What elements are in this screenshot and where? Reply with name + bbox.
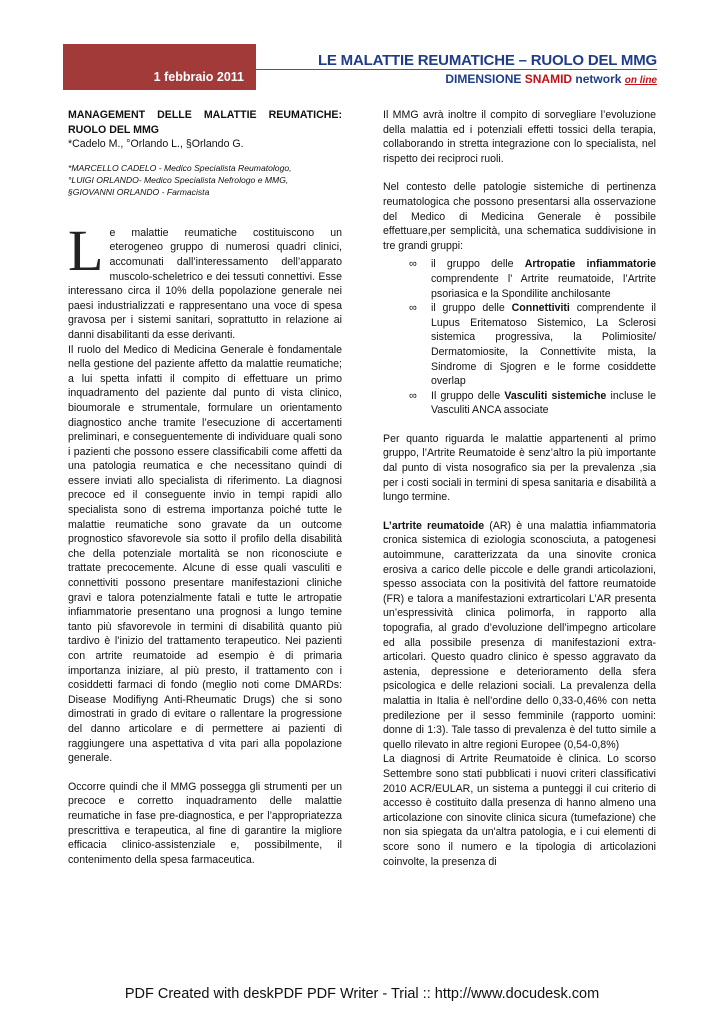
- subtitle-brand: SNAMID: [524, 72, 573, 86]
- document-subtitle: [445, 72, 657, 86]
- ar-term: L’artrite reumatoide: [383, 519, 485, 532]
- disease-groups-list: [383, 257, 656, 418]
- diagnosis-paragraph: La diagnosi di Artrite Reumatoide è clinica. Lo scorso Settembre sono stati pubblicati i nuovi criteri classificativi 2010 ACR/EULAR, un sistema a punteggi il cui criterio di accesso è costituito dalla presenza di hanno almeno una articolazione con sinovite clinica sicura (tumefazione) che non sia spiegata da un'altra patologia, e i cui elementi di score sono il numero e la tipologia di articolazioni coinvolte, la presenza di: [383, 753, 656, 868]
- tools-paragraph: Occorre quindi che il MMG possegga gli strumenti per un precoce e corretto inquadramento delle malattie reumatiche in fase pre-diagnostica, e per l’appropriatezza prescrittiva e terapeutica, al fine di garantire la migliore efficacia clinico-assistenziale e, possibilmente, il contenimento della spesa farmaceutica.: [68, 780, 342, 866]
- subtitle-network: network: [572, 72, 625, 86]
- right-column: [383, 108, 656, 869]
- date-banner: [63, 44, 256, 90]
- infinity-bullet-icon: ∞: [409, 258, 417, 271]
- intro-paragraph: [68, 217, 342, 343]
- publication-date: 1 febbraio 2011: [153, 70, 244, 84]
- infinity-bullet-icon: ∞: [409, 389, 417, 402]
- article-heading: MANAGEMENT DELLE MALATTIE REUMATICHE: RUOLO DEL MMG: [68, 109, 342, 136]
- context-paragraph: Nel contesto delle patologie sistemiche di pertinenza reumatologica che possono presentarsi alla osservazione del Medico di Medicina Generale è possibile effettuare,per semplicità, una schematica suddivisione in tre grandi gruppi:: [383, 181, 656, 252]
- first-group-paragraph: Per quanto riguarda le malattie appartenenti al primo gruppo, l’Artrite Reumatoide è senz’altro la più importante dal punto di vista nosografico sia per la prevalenza ,sia per i costi sociali in termini di spesa sanitaria e disabilità a lungo termine.: [383, 432, 656, 504]
- surveillance-paragraph: Il MMG avrà inoltre il compito di sorvegliare l’evoluzione della malattia ed i potenziali effetti tossici della terapia, collaborando in stretta integrazione con lo specialista, nel rispetto dei reciproci ruoli.: [383, 109, 656, 165]
- role-paragraph: Il ruolo del Medico di Medicina Generale è fondamentale nella gestione del paziente affetto da malattie reumatiche; a lui spetta infatti il compito di effettuare un primo inquadramento del paziente dal punto di vista clinico, bioumorale e strumentale, formulare un orientamento diagnostico anche tramite l’esecuzione di accertamenti preliminari, e conseguentemente di individuare quali sono i pazienti che possono essere classificabili come affetti da una patologia reumatica e che necessitano quindi di essere inviati allo specialista di riferimento. La diagnosi precoce ed il conseguente invio in tempi rapidi allo specialista sono di estrema importanza poiché tutte le malattie reumatiche sono gravate da un outcome prognostico sfavorevole sia sotto il profilo della disabilità che della potenziale mortalità se non riconosciute e trattate precocemente. Alcune di esse quali vasculiti e connettiviti possono presentare manifestazioni cliniche gravi e talora potenzialmente fatali e tutte le artropatie infiammatorie presentano una prognosi a lungo temine tanto più sfavorevole in termini di disabilità quanto più tardivo è l’inizio del trattamento terapeutico. Nei pazienti con artrite reumatoide ad esempio è di primaria importanza iniziare, al più presto, il trattamento con i cosiddetti farmaci di fondo (meglio noti come DMARDs: Disease Modifiyng Anti-Rheumatic Drugs) che si sono dimostrati in grado di evitare o rallentare la progressione del danno articolare e di permettere ai pazienti di raggiungere una aspettativa d vita pari alla popolazione generale.: [68, 343, 342, 765]
- ar-paragraph: [383, 519, 656, 753]
- drop-cap: L: [68, 217, 104, 283]
- online-link[interactable]: on line: [624, 75, 657, 86]
- list-item: ∞ il gruppo delle Connettiviti comprendente il Lupus Eritematoso Sistemico, La Sclerosi sistemica progressiva, la Polimiosite/ Dermatomiosite, la Connettivite mista, la Sindrome di Sjogren e le forme cosiddette overlap: [409, 302, 656, 388]
- list-item: ∞ Il gruppo delle Vasculiti sistemiche incluse le Vasculiti ANCA associate: [409, 389, 656, 417]
- authors-line: *Cadelo M., °Orlando L., §Orlando G.: [68, 138, 244, 151]
- infinity-bullet-icon: ∞: [409, 302, 417, 315]
- ar-text: (AR) è una malattia infiammatoria cronica sistemica di eziologia sconosciuta, a patogenesi autoimmune, caratterizzata da una sinovite cronica erosiva a carico delle piccole e delle grandi articolazioni, spesso associata con la positività del fattore reumatoide (FR) e talora a manifestazioni extrarticolari L’AR presenta un’espressività clinica polimorfa, in rapporto alla topografia, al grado d’evoluzione dell’impegno articolare ed alla possibile presenza di manifestazioni extra-articolari. Questo quadro clinico è spesso aggravato da astenia, depressione e deterioramento della sfera psicologica e delle relazioni sociali. La prevalenza della malattia in Italia è nell’ordine dello 0,33-0,46% con netta predilezione per il sesso femminile (rapporto uomini: donne di 1:3). Tale tasso di prevalenza è del tutto simile a quello rilevato in altre regioni Europee (0,54-0,8%): [383, 519, 657, 751]
- header-rule: [256, 69, 657, 70]
- affiliation-line: §GIOVANNI ORLANDO - Farmacista: [68, 186, 210, 197]
- affiliation-line: *MARCELLO CADELO - Medico Specialista Reumatologo,: [68, 162, 292, 173]
- subtitle-prefix: DIMENSIONE: [445, 72, 525, 86]
- intro-text: e malattie reumatiche costituiscono un eterogeneo gruppo di numerosi quadri clinici, accomunati dall’interessamento dell’apparato muscolo-scheletrico e dei tessuti connettivi. Esse interessano circa il 10% della popolazione generale nei paesi industrializzati e rappresentano una voce di spesa gravosa per i sistemi sanitari, soprattutto in relazione ai danni disabilitanti da esse derivanti.: [68, 226, 342, 341]
- pdf-footer: PDF Created with deskPDF PDF Writer - Trial :: http://www.docudesk.com: [124, 986, 600, 1002]
- document-title: LE MALATTIE REUMATICHE – RUOLO DEL MMG: [317, 52, 657, 69]
- left-column: [68, 108, 342, 867]
- list-item: ∞ il gruppo delle Artropatie infiammatorie comprendente l’ Artrite reumatoide, l’Artrite psoriasica e la Spondilite anchilosante: [409, 258, 656, 300]
- affiliation-line: °LUIGI ORLANDO- Medico Specialista Nefrologo e MMG,: [68, 174, 289, 185]
- affiliations: [68, 162, 342, 198]
